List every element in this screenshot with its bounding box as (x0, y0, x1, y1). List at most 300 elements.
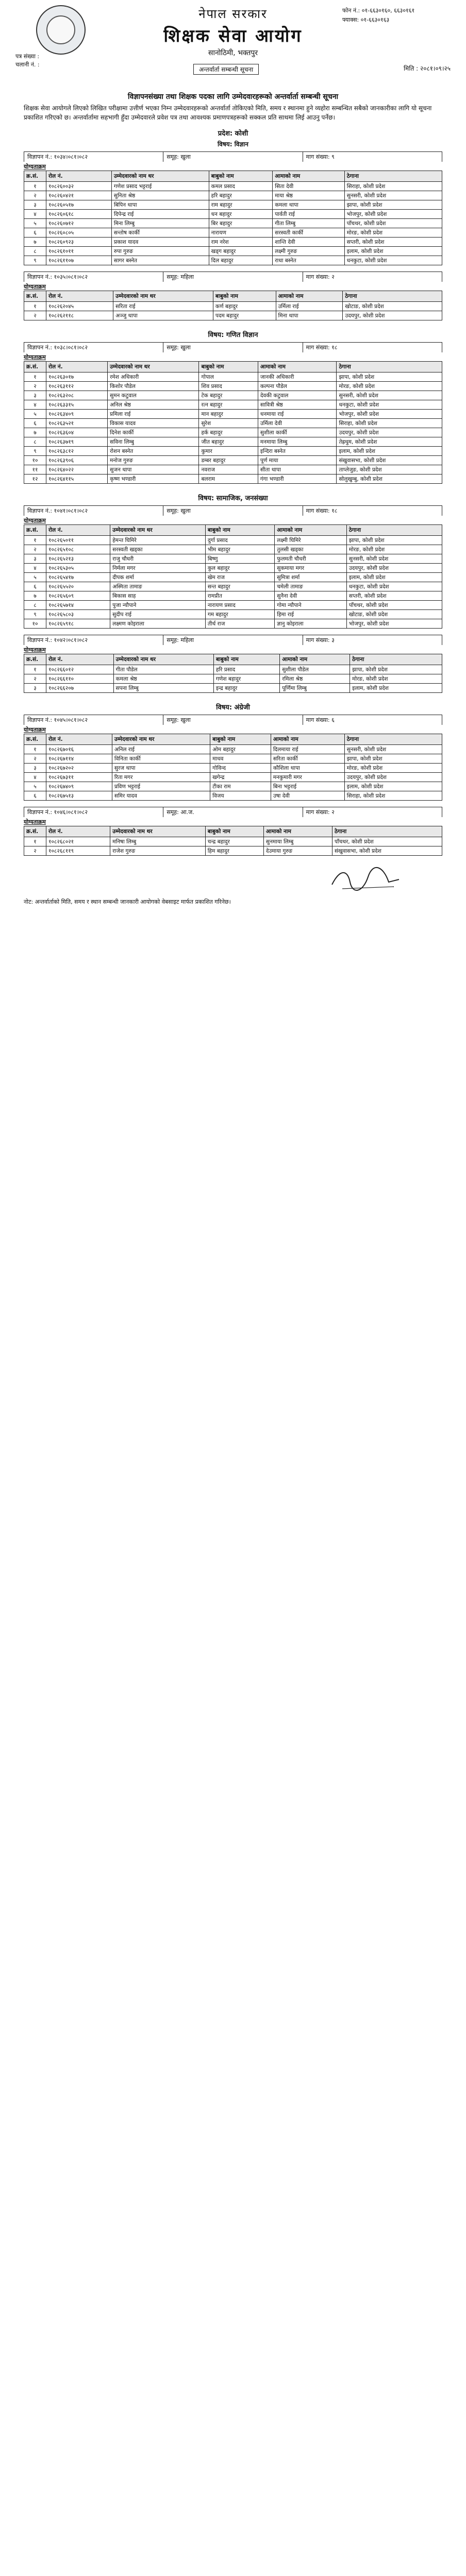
table-cell: शान्ति देवी (273, 238, 345, 247)
table-cell: १ (24, 302, 46, 311)
table-cell: धनमाया राई (258, 410, 337, 419)
table-cell: ४ (24, 773, 46, 782)
table-cell: मिना लिम्बु (111, 219, 209, 228)
table-cell: १ (24, 536, 46, 545)
table-cell: सिराहा, कोशी प्रदेश (344, 182, 442, 191)
table-cell: ज्ञानु कोइराला (275, 619, 347, 629)
table-cell: चन्द्र बहादुर (205, 837, 263, 846)
date-label: मिति : (404, 65, 419, 72)
table-cell: खड्ग बहादुर (209, 247, 273, 256)
table-cell: दिलमाया राई (271, 745, 344, 754)
column-header: रोल नं. (46, 654, 114, 665)
table-cell: सुनसरी, कोशी प्रदेश (344, 191, 442, 200)
column-header: आमाको नाम (271, 734, 344, 745)
table-cell: सिराहा, कोशी प्रदेश (344, 791, 442, 801)
table-cell: सुनसरी, कोशी प्रदेश (337, 391, 442, 400)
table-cell: १०८२६०६१८ (46, 210, 112, 219)
table-cell: उदयपुर, कोशी प्रदेश (344, 773, 442, 782)
table-cell: सुनसरी, कोशी प्रदेश (344, 745, 442, 754)
spacer (0, 693, 466, 696)
table-cell: १०८२६५९१८ (46, 619, 110, 629)
table-cell: १ (24, 837, 46, 846)
table-cell: सविना लिम्बु (108, 437, 199, 447)
contact-block (342, 6, 451, 25)
table-cell: १० (24, 456, 46, 465)
meta-cell: समूह: आ.ज. (163, 807, 302, 817)
table-cell: रमिला श्रेष्ठ (280, 674, 350, 684)
table-row (24, 428, 442, 437)
table-cell: १०८२६६२०७ (46, 684, 114, 693)
results-table (24, 654, 442, 693)
table-cell: कल्पना पौडेल (258, 382, 337, 391)
table-cell: सन्त बहादुर (205, 582, 274, 591)
meta-cell: विज्ञापन नं.: १०४२।०८१।०८२ (27, 637, 88, 643)
meta-cell: समूह: महिला (163, 272, 302, 282)
column-header: क्र.सं. (24, 734, 46, 745)
table-cell: १०८२६५५२० (46, 582, 110, 591)
table-cell: १०८२६००३२ (46, 182, 112, 191)
table-cell: ११ (24, 465, 46, 474)
notice-document (0, 0, 466, 918)
column-header: ठेगाना (344, 171, 442, 182)
group-caption: योग्यताक्रम (24, 726, 46, 733)
section-title: विषय: सामाजिक, जनसंख्या (198, 495, 268, 502)
table-cell: गीता पौडेल (113, 665, 213, 674)
table-cell: धनकुटा, कोशी प्रदेश (337, 400, 442, 410)
table-cell: ६ (24, 582, 46, 591)
table-cell: १०८२६११०७ (46, 256, 112, 265)
contact-line: फ्याक्स: ०१-६६३०१६३ (342, 16, 390, 23)
column-header: क्र.सं. (24, 291, 46, 302)
table-cell: जीत बहादुर (199, 437, 258, 447)
table-cell: १०८२६५७१४ (46, 601, 110, 610)
reference-line: चलानी नं. : (15, 61, 40, 68)
table-cell: बिना भट्टराई (271, 782, 344, 791)
advertisement-meta (24, 151, 442, 162)
table-cell: १०८२६५०११ (46, 536, 110, 545)
table-cell: तेह्रथुम, कोशी प्रदेश (337, 437, 442, 447)
table-cell: ९ (24, 256, 46, 265)
table-cell: रिता मगर (112, 773, 210, 782)
letterhead (15, 3, 451, 91)
table-cell: लक्ष्मी गुरुङ (273, 247, 345, 256)
table-cell: पुजा न्यौपाने (110, 601, 206, 610)
notice-title: विज्ञापनसंख्या तथा शिक्षक पदका लागि उम्मेदवारहरूको अन्तर्वार्ता सम्बन्धी सूचना (127, 93, 339, 101)
table-cell: १०८२६०५१७ (46, 200, 112, 210)
table-cell: १०८२६५३०५ (46, 564, 110, 573)
table-cell: मोरङ, कोशी प्रदेश (344, 764, 442, 773)
table-cell: १ (24, 665, 46, 674)
table-row (24, 391, 442, 400)
table-cell: सुमित्रा शर्मा (275, 573, 347, 582)
table-cell: तीर्थ राज (205, 619, 274, 629)
table-header-row (24, 525, 442, 536)
table-cell: ५ (24, 782, 46, 791)
table-cell: विनिता कार्की (112, 754, 210, 764)
table-cell: नवराज (199, 465, 258, 474)
table-cell: १०८२६३०१७ (46, 372, 108, 382)
table-cell: ६ (24, 419, 46, 428)
table-row (24, 437, 442, 447)
government-name: नेपाल सरकार (198, 7, 268, 21)
table-cell: सुमन कटुवाल (108, 391, 199, 400)
column-header: आमाको नाम (275, 525, 347, 536)
meta-cell: माग संख्या: १८ (303, 343, 442, 352)
table-cell: भोजपुर, कोशी प्रदेश (337, 410, 442, 419)
section-subject: विषय: विज्ञान (218, 141, 248, 148)
group-caption: योग्यताक्रम (24, 283, 46, 290)
table-cell: ६ (24, 228, 46, 238)
table-cell: दिल बहादुर (209, 256, 273, 265)
table-cell: १०८२६३५२१ (46, 419, 108, 428)
table-cell: समिर यादव (112, 791, 210, 801)
table-row (24, 372, 442, 382)
table-cell: १०८२६७५१३ (46, 791, 112, 801)
advertisement-meta (24, 505, 442, 516)
table-row (24, 238, 442, 247)
table-cell: १०८२६७११४ (46, 754, 112, 764)
table-cell: मनमाया लिम्बु (258, 437, 337, 447)
table-cell: ७ (24, 428, 46, 437)
column-header: रोल नं. (46, 171, 112, 182)
table-cell: रुपा गुरुङ (111, 247, 209, 256)
table-cell: ७ (24, 238, 46, 247)
table-cell: रामप्रीत (205, 591, 274, 601)
advertisement-meta (24, 342, 442, 352)
table-cell: झापा, कोशी प्रदेश (337, 372, 442, 382)
table-cell: १०८२६७४०९ (46, 782, 112, 791)
table-row (24, 573, 442, 582)
meta-cell: समूह: खुला (163, 715, 302, 725)
table-row (24, 674, 442, 684)
table-cell: धन बहादुर (209, 210, 273, 219)
meta-cell: माग संख्या: २ (303, 272, 442, 282)
table-cell: ५ (24, 573, 46, 582)
table-cell: झापा, कोशी प्रदेश (346, 536, 442, 545)
table-cell: खोटाङ, कोशी प्रदेश (343, 302, 442, 311)
table-cell: ९ (24, 447, 46, 456)
table-cell: १२ (24, 474, 46, 484)
table-cell: उदयपुर, कोशी प्रदेश (337, 428, 442, 437)
table-cell: हिमा राई (275, 610, 347, 619)
table-cell: सरस्वती कार्की (273, 228, 345, 238)
table-cell: गोविन्द (210, 764, 271, 773)
table-cell: अञ्जु थापा (113, 311, 213, 320)
meta-cell: माग संख्या: १८ (303, 506, 442, 516)
table-cell: मान बहादुर (199, 410, 258, 419)
table-cell: १०८२६७३११ (46, 773, 112, 782)
table-cell: ६ (24, 791, 46, 801)
table-cell: इन्द्र बहादुर (213, 684, 279, 693)
table-cell: ओम बहादुर (210, 745, 271, 754)
table-row (24, 419, 442, 428)
table-cell: १०८२६३६०४ (46, 428, 108, 437)
table-cell: राम बहादुर (209, 200, 273, 210)
table-cell: सपना लिम्बु (113, 684, 213, 693)
column-header: क्र.सं. (24, 654, 46, 665)
table-cell: १०८२६५८०३ (46, 610, 110, 619)
table-row (24, 846, 442, 856)
table-cell: माधव (210, 754, 271, 764)
table-cell: १०८२६५२१३ (46, 554, 110, 564)
meta-cell: समूह: खुला (163, 506, 302, 516)
table-row (24, 619, 442, 629)
table-cell: मनोज गुरुङ (108, 456, 199, 465)
table-cell: गम बहादुर (205, 610, 274, 619)
table-row (24, 665, 442, 674)
table-cell: २ (24, 191, 46, 200)
table-cell: ३ (24, 764, 46, 773)
table-cell: ३ (24, 200, 46, 210)
table-row (24, 191, 442, 200)
table-cell: जानकी अधिकारी (258, 372, 337, 382)
table-cell: सिता देवी (273, 182, 345, 191)
table-cell: सुजन थापा (108, 465, 199, 474)
meta-cell: विज्ञापन नं.: १०३४।०८१।०८२ (27, 154, 88, 160)
table-cell: झापा, कोशी प्रदेश (344, 200, 442, 210)
table-cell: गणेश बहादुर (213, 674, 279, 684)
table-header-row (24, 171, 442, 182)
table-cell: किशोर पौडेल (108, 382, 199, 391)
table-cell: कमला थापा (273, 200, 345, 210)
column-header: ठेगाना (343, 291, 442, 302)
meta-cell: समूह: खुला (163, 343, 302, 352)
table-cell: ५ (24, 410, 46, 419)
table-cell: टेक बहादुर (199, 391, 258, 400)
table-cell: रमेश अधिकारी (108, 372, 199, 382)
meta-cell: समूह: खुला (163, 152, 302, 162)
table-cell: सुनैना देवी (275, 591, 347, 601)
table-cell: रोशन बस्नेत (108, 447, 199, 456)
column-header: उम्मेदवारको नाम थर (110, 826, 206, 837)
table-cell: उर्मिला राई (276, 302, 343, 311)
table-cell: १०८२६२०४५ (46, 302, 113, 311)
table-cell: १०८२६७२०२ (46, 764, 112, 773)
table-row (24, 591, 442, 601)
column-header: ठेगाना (346, 525, 442, 536)
column-header: बाबुको नाम (209, 171, 273, 182)
table-cell: २ (24, 311, 46, 320)
table-row (24, 219, 442, 228)
table-cell: उदयपुर, कोशी प्रदेश (343, 311, 442, 320)
table-cell: तुलसी खड्का (275, 545, 347, 554)
table-cell: नारायण प्रसाद (205, 601, 274, 610)
table-cell: पाँचथर, कोशी प्रदेश (332, 837, 442, 846)
advertisement-meta (24, 807, 442, 817)
table-cell: हरि बहादुर (209, 191, 273, 200)
meta-cell: विज्ञापन नं.: १०३५।०८१।०८२ (27, 274, 88, 280)
table-cell: अस्मिता तामाङ (110, 582, 206, 591)
results-table (24, 291, 442, 320)
table-cell: १०८२६३११२ (46, 382, 108, 391)
signature-icon (327, 864, 404, 895)
table-row (24, 564, 442, 573)
table-cell: प्रकाश यादव (111, 238, 209, 247)
table-cell: पदम बहादुर (213, 311, 276, 320)
column-header: ठेगाना (350, 654, 442, 665)
results-table (24, 826, 442, 856)
table-cell: अनिल राई (112, 745, 210, 754)
table-cell: १ (24, 745, 46, 754)
table-cell: चमेली तामाङ (275, 582, 347, 591)
table-cell: पार्वती राई (273, 210, 345, 219)
table-cell: नारायण (209, 228, 273, 238)
table-cell: प्रमिला राई (108, 410, 199, 419)
advertisement-meta (24, 715, 442, 725)
table-cell: २ (24, 674, 46, 684)
table-cell: हेमन्त घिमिरे (110, 536, 206, 545)
table-cell: इलाम, कोशी प्रदेश (337, 447, 442, 456)
table-row (24, 302, 442, 311)
table-cell: १० (24, 619, 46, 629)
table-cell: १०८२६०९२३ (46, 238, 112, 247)
table-cell: १ (24, 372, 46, 382)
table-row (24, 311, 442, 320)
group-caption: योग्यताक्रम (24, 819, 46, 825)
table-header-row (24, 654, 442, 665)
table-row (24, 582, 442, 591)
table-cell: ताप्लेजुङ, कोशी प्रदेश (337, 465, 442, 474)
column-header: उम्मेदवारको नाम थर (111, 171, 209, 182)
table-cell: मनकुमारी मगर (271, 773, 344, 782)
table-cell: १०८२६०८०५ (46, 228, 112, 238)
table-cell: रत्न बहादुर (199, 400, 258, 410)
table-cell: ९ (24, 610, 46, 619)
spacer (0, 484, 466, 487)
spacer (0, 320, 466, 324)
table-cell: इलाम, कोशी प्रदेश (346, 573, 442, 582)
contact-line: फोन नं.: ०१-६६३०१६०, ६६३०१६१ (342, 7, 415, 14)
meta-cell: विज्ञापन नं.: १०४६।०८१।०८२ (27, 809, 88, 816)
column-header: क्र.सं. (24, 525, 46, 536)
table-row (24, 764, 442, 773)
table-header-row (24, 826, 442, 837)
group-caption: योग्यताक्रम (24, 163, 46, 170)
table-cell: १०८२६३४०९ (46, 410, 108, 419)
meta-cell: विज्ञापन नं.: १०३८।०८१।०८२ (27, 344, 88, 351)
table-cell: झापा, कोशी प्रदेश (344, 754, 442, 764)
table-cell: दीपक शर्मा (110, 573, 206, 582)
meta-cell: विज्ञापन नं.: १०४५।०८१।०८२ (27, 717, 88, 723)
table-cell: सुरेश (199, 419, 258, 428)
table-cell: धनकुटा, कोशी प्रदेश (346, 582, 442, 591)
table-cell: १०८२६६११० (46, 674, 114, 684)
table-row (24, 400, 442, 410)
table-row (24, 554, 442, 564)
table-cell: कर्ण बहादुर (213, 302, 276, 311)
table-row (24, 456, 442, 465)
table-row (24, 247, 442, 256)
column-header: क्र.सं. (24, 362, 46, 372)
table-cell: सुशीला कार्की (258, 428, 337, 437)
column-header: उम्मेदवारको नाम थर (113, 291, 213, 302)
table-cell: कुमार (199, 447, 258, 456)
results-table (24, 734, 442, 801)
table-cell: खोटाङ, कोशी प्रदेश (346, 610, 442, 619)
table-cell: उदयपुर, कोशी प्रदेश (346, 564, 442, 573)
table-row (24, 474, 442, 484)
meta-cell: माग संख्या: ९ (303, 152, 442, 162)
table-cell: ५ (24, 219, 46, 228)
table-cell: १०८२६६०१२ (46, 665, 114, 674)
table-cell: कुल बहादुर (205, 564, 274, 573)
table-cell: सप्तरी, कोशी प्रदेश (346, 591, 442, 601)
table-cell: अनिल श्रेष्ठ (108, 400, 199, 410)
table-cell: ८ (24, 247, 46, 256)
column-header: क्र.सं. (24, 171, 46, 182)
table-cell: सुदीप राई (110, 610, 206, 619)
table-cell: शिव प्रसाद (199, 382, 258, 391)
column-header: ठेगाना (337, 362, 442, 372)
table-cell: झापा, कोशी प्रदेश (350, 665, 442, 674)
table-cell: १०८२६३७१९ (46, 437, 108, 447)
table-cell: हर्क बहादुर (199, 428, 258, 437)
column-header: आमाको नाम (273, 171, 345, 182)
column-header: बाबुको नाम (205, 525, 274, 536)
table-cell: ८ (24, 437, 46, 447)
table-row (24, 754, 442, 764)
table-cell: राजु चौधरी (110, 554, 206, 564)
column-header: रोल नं. (46, 525, 110, 536)
table-cell: भोजपुर, कोशी प्रदेश (346, 619, 442, 629)
table-row (24, 182, 442, 191)
table-cell: इन्दिरा बस्नेत (258, 447, 337, 456)
table-cell: फुलमती चौधरी (275, 554, 347, 564)
table-cell: भीम बहादुर (205, 545, 274, 554)
column-header: बाबुको नाम (213, 291, 276, 302)
table-cell: राम नरेश (209, 238, 273, 247)
table-cell: बिकास साह (110, 591, 206, 601)
table-cell: मोरङ, कोशी प्रदेश (350, 674, 442, 684)
meta-cell: समूह: महिला (163, 635, 302, 645)
meta-cell: विज्ञापन नं.: १०४१।०८१।०८२ (27, 507, 88, 514)
table-cell: संखुवासभा, कोशी प्रदेश (337, 456, 442, 465)
table-cell: १०८२६०७१२ (46, 219, 112, 228)
table-cell: मोरङ, कोशी प्रदेश (344, 228, 442, 238)
results-table (24, 524, 442, 629)
column-header: बाबुको नाम (213, 654, 279, 665)
column-header: रोल नं. (46, 734, 112, 745)
table-cell: सुरज थापा (112, 764, 210, 773)
table-cell: पाँचथर, कोशी प्रदेश (346, 601, 442, 610)
column-header: आमाको नाम (280, 654, 350, 665)
column-header: रोल नं. (46, 826, 110, 837)
table-header-row (24, 734, 442, 745)
table-row (24, 545, 442, 554)
table-cell: डम्बर बहादुर (199, 456, 258, 465)
table-row (24, 601, 442, 610)
column-header: क्र.सं. (24, 826, 46, 837)
table-cell: ३ (24, 684, 46, 693)
table-row (24, 210, 442, 219)
advertisement-meta (24, 635, 442, 645)
date-value: २०८१।०९।२५ (420, 65, 451, 72)
table-cell: दिनेश कार्की (108, 428, 199, 437)
column-header: बाबुको नाम (205, 826, 263, 837)
group-caption: योग्यताक्रम (24, 517, 46, 524)
results-sections (0, 128, 466, 859)
table-cell: १०८२६८११९ (46, 846, 110, 856)
column-header: आमाको नाम (263, 826, 332, 837)
results-table (24, 361, 442, 484)
table-cell: देउमाया गुरुङ (263, 846, 332, 856)
table-row (24, 410, 442, 419)
table-cell: माया श्रेष्ठ (273, 191, 345, 200)
spacer (0, 265, 466, 268)
table-cell: पाँचथर, कोशी प्रदेश (344, 219, 442, 228)
table-cell: इलाम, कोशी प्रदेश (344, 782, 442, 791)
table-cell: दुर्गा प्रसाद (205, 536, 274, 545)
